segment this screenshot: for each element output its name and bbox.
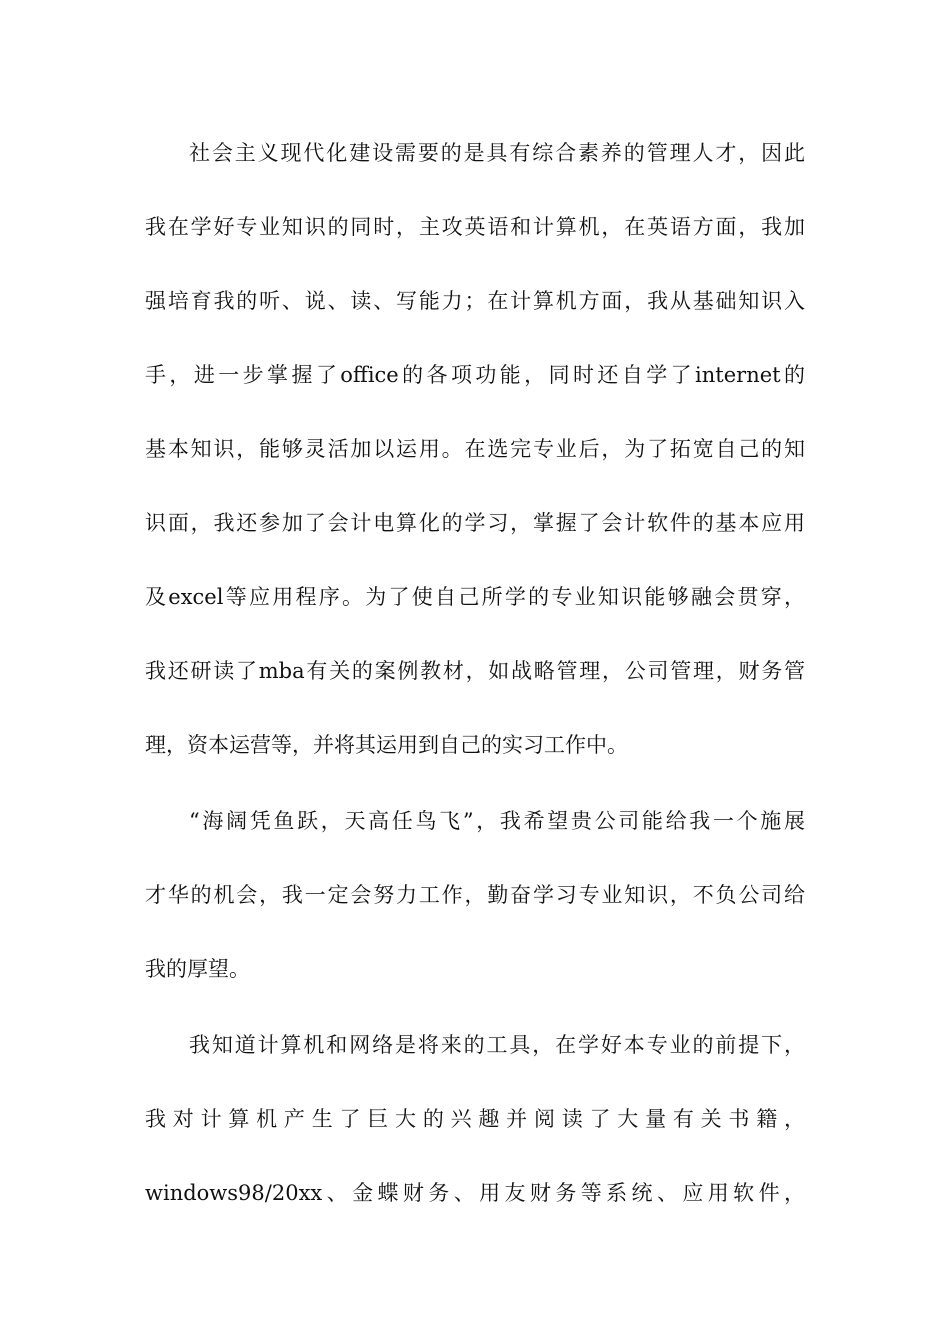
paragraph-1-line-1: 社会主义现代化建设需要的是具有综合素养的管理人才，因此 — [189, 141, 805, 165]
paragraph-1-line-2: 我在学好专业知识的同时，主攻英语和计算机，在英语方面，我加 — [145, 215, 805, 239]
paragraph-1-line-8: 我还研读了mba有关的案例教材，如战略管理，公司管理，财务管 — [145, 659, 805, 683]
paragraph-1-line-6: 识面，我还参加了会计电算化的学习，掌握了会计软件的基本应用 — [145, 511, 805, 535]
paragraph-1-line-9: 理，资本运营等，并将其运用到自己的实习工作中。 — [145, 733, 628, 757]
paragraph-1-line-4: 手，进一步掌握了office的各项功能，同时还自学了internet的 — [145, 363, 805, 387]
paragraph-1-line-3: 强培育我的听、说、读、写能力；在计算机方面，我从基础知识入 — [145, 289, 805, 313]
paragraph-2-line-1: “海阔凭鱼跃，天高任鸟飞”，我希望贵公司能给我一个施展 — [189, 809, 805, 833]
paragraph-3-line-2: 我对计算机产生了巨大的兴趣并阅读了大量有关书籍， — [145, 1107, 805, 1131]
paragraph-3-line-1: 我知道计算机和网络是将来的工具，在学好本专业的前提下， — [189, 1033, 805, 1057]
paragraph-1-line-5: 基本知识，能够灵活加以运用。在选完专业后，为了拓宽自己的知 — [145, 437, 805, 461]
paragraph-3-line-3: windows98/20xx、金蝶财务、用友财务等系统、应用软件， — [145, 1181, 805, 1205]
paragraph-2-line-2: 才华的机会，我一定会努力工作，勤奋学习专业知识，不负公司给 — [145, 883, 805, 907]
paragraph-2-line-3: 我的厚望。 — [145, 957, 250, 981]
paragraph-1-line-7: 及excel等应用程序。为了使自己所学的专业知识能够融会贯穿， — [145, 585, 805, 609]
